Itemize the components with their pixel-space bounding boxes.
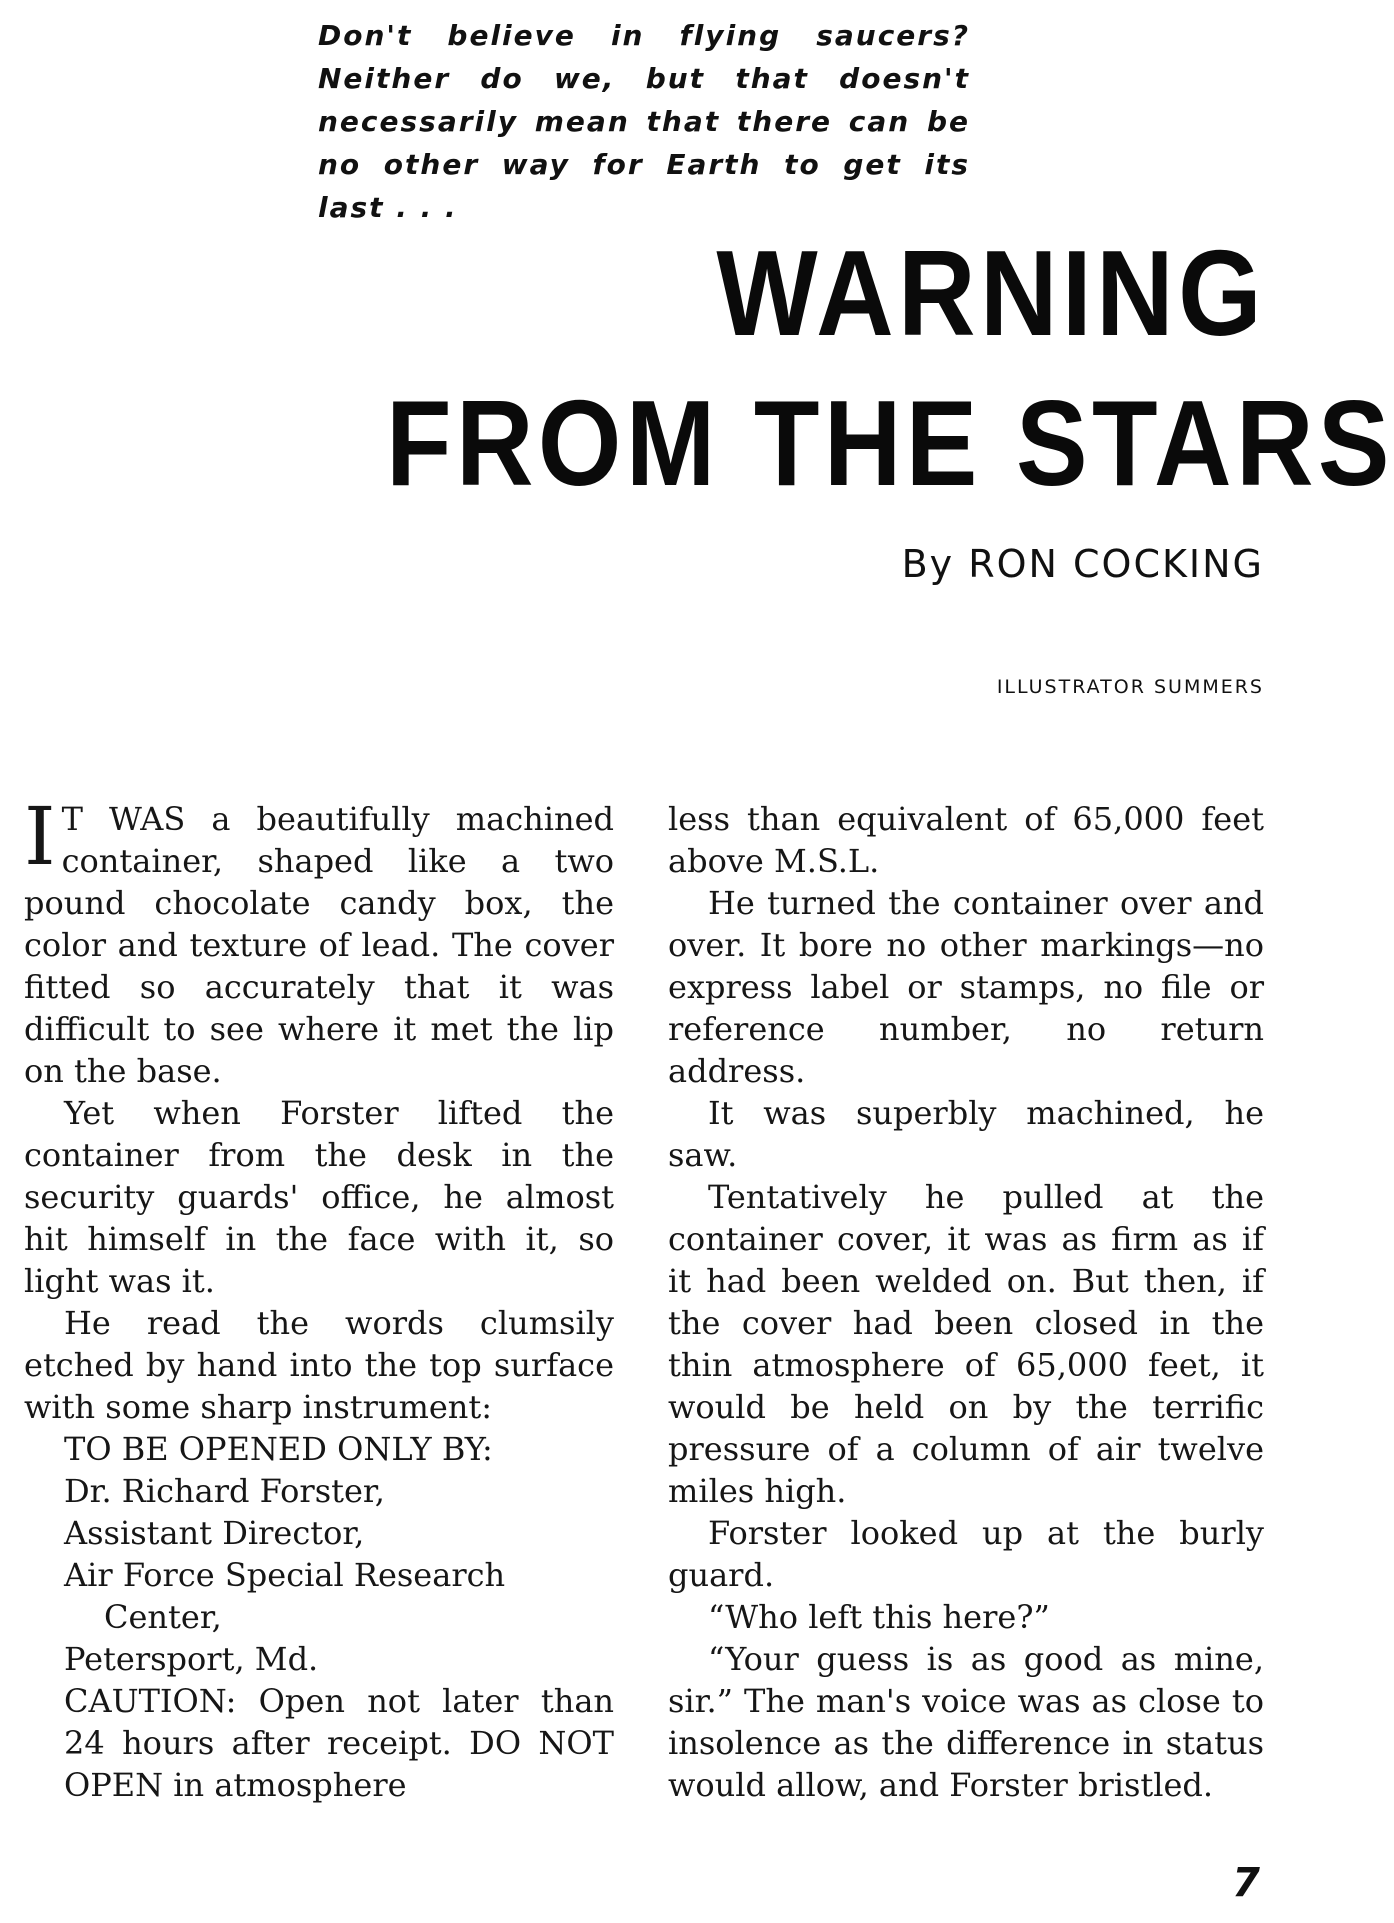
right-column	[668, 798, 1264, 1806]
story-title-line-2: FROM THE STARS	[386, 375, 1394, 511]
inscription-line: Petersport, Md.	[64, 1640, 319, 1678]
page-number: 7	[1232, 1860, 1260, 1906]
body-paragraph: “Who left this here?”	[708, 1598, 1050, 1636]
body-paragraph: He turned the container over and over. It bore no other markings—no express label or stamps, no file or reference number, no return address.	[668, 884, 1264, 1090]
body-paragraph: Tentatively he pulled at the container cover, it was as firm as if it had been welded on. But then, if the cover had been closed in the thin atmosphere of 65,000 feet, it would be held on by the terrific pressure of a column of air twelve miles high.	[668, 1178, 1264, 1510]
inscription-caution: CAUTION: Open not later than 24 hours after receipt. DO NOT OPEN in atmosphere	[64, 1682, 614, 1804]
story-title-line-1: WARNING	[716, 225, 1266, 361]
left-column	[24, 790, 614, 1806]
opening-paragraph	[24, 790, 614, 1092]
teaser-blurb: Don't believe in flying saucers? Neither do we, but that doesn't necessarily mean that there can be no other way for Earth to get its last . . .	[318, 19, 970, 224]
opening-paragraph-text: T WAS a beautifully machined container, shaped like a two pound chocolate candy box, the color and texture of lead. The cover fitted so accurately that it was difficult to see where it met the lip on the base.	[24, 800, 614, 1090]
inscription-line: Dr. Richard Forster,	[64, 1472, 385, 1510]
author-byline: By RON COCKING	[901, 542, 1264, 586]
body-paragraph: It was superbly machined, he saw.	[668, 1094, 1264, 1174]
inscription-line: Center,	[104, 1598, 222, 1636]
inscription-line: Assistant Director,	[64, 1514, 365, 1552]
body-paragraph: “Your guess is as good as mine, sir.” The man's voice was as close to insolence as the difference in status would allow, and Forster bristled.	[668, 1640, 1264, 1804]
body-paragraph: Yet when Forster lifted the container from the desk in the security guards' office, he almost hit himself in the face with it, so light was it.	[24, 1094, 614, 1300]
continued-paragraph: less than equivalent of 65,000 feet above M.S.L.	[668, 800, 1264, 880]
inscription-line: TO BE OPENED ONLY BY:	[64, 1430, 493, 1468]
drop-cap: I	[24, 790, 56, 883]
body-paragraph: Forster looked up at the burly guard.	[668, 1514, 1264, 1594]
illustrator-credit: ILLUSTRATOR SUMMERS	[996, 676, 1264, 698]
body-paragraph: He read the words clumsily etched by hand into the top surface with some sharp instrument:	[24, 1304, 614, 1426]
inscription-line: Air Force Special Research	[64, 1556, 506, 1594]
